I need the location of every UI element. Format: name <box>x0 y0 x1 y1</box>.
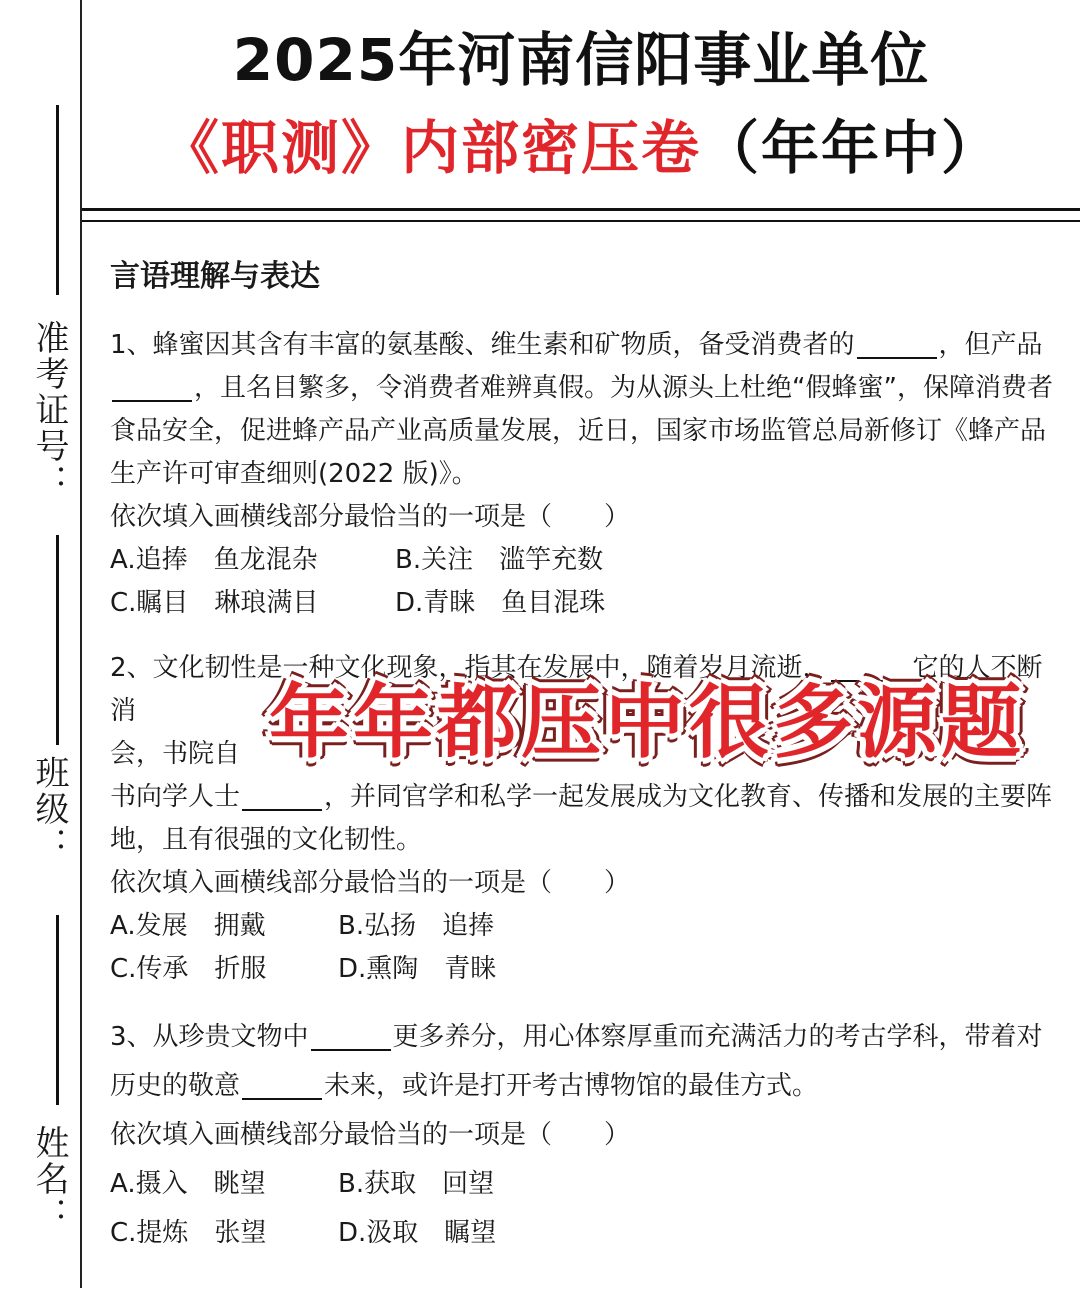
question-prompt: 依次填入画横线部分最恰当的一项是（ ） <box>110 868 631 898</box>
binding-margin-line <box>80 0 82 1288</box>
option-c: C.传承 折服 <box>110 954 267 984</box>
option-d: D.熏陶 青睐 <box>338 954 497 984</box>
question-3 <box>110 1013 1060 1258</box>
option-b: B.关注 滥竽充数 <box>395 545 604 575</box>
question-stem: 3、从珍贵文物中 更多养分，用心体察厚重而充满活力的考古学科，带着对历史的敬意 未来，或许是打开考古博物馆的最佳方式。 <box>110 1013 1060 1111</box>
promo-banner: 年年都压中很多源题 <box>269 676 1025 769</box>
question-prompt: 依次填入画横线部分最恰当的一项是（ ） <box>110 1120 631 1150</box>
options <box>110 905 1060 991</box>
header-rule-thick <box>82 208 1080 211</box>
exam-id-label: 准考证号： <box>29 320 69 500</box>
option-b: B.获取 回望 <box>338 1169 495 1199</box>
option-a: A.发展 拥戴 <box>110 911 266 941</box>
option-c: C.提炼 张望 <box>110 1218 267 1248</box>
page-title: 2025年河南信阳事业单位 <box>232 26 930 94</box>
class-underline <box>56 535 59 745</box>
header-rule-thin <box>82 220 1080 222</box>
option-a: A.追捧 鱼龙混杂 <box>110 545 318 575</box>
question-prompt: 依次填入画横线部分最恰当的一项是（ ） <box>110 502 631 532</box>
fill-blank <box>242 1068 322 1100</box>
options <box>110 539 1060 625</box>
name-underline <box>56 915 59 1105</box>
option-d: D.汲取 瞩望 <box>338 1218 497 1248</box>
option-a: A.摄入 眺望 <box>110 1169 266 1199</box>
fill-blank <box>857 327 937 359</box>
question-stem: 1、蜂蜜因其含有丰富的氨基酸、维生素和矿物质，备受消费者的 ，但产品，且名目繁多，令消费者难辨真假。为从源头上杜绝“假蜂蜜”，保障消费者食品安全，促进蜂产品产业高质量发展，近日，国家市场监管总局新修订《蜂产品生产许可审查细则(2022 版)》。 <box>110 324 1060 496</box>
question-stem: 2、文化韧性是一种文化现象，指其在发展中，随着岁月流逝， 它的人不断消 会，书院自 书向学人士 ，并同官学和私学一起发展成为文化教育、传播和发展的主要阵地，且有很强的文化韧性。 <box>110 647 1060 862</box>
class-label: 班级： <box>29 755 69 863</box>
page-subtitle <box>82 104 1080 192</box>
option-c: C.瞩目 琳琅满目 <box>110 588 319 618</box>
option-d: D.青睐 鱼目混珠 <box>395 588 606 618</box>
subtitle-red-part: 《职测》内部密压卷 <box>160 114 701 182</box>
exam-id-underline <box>56 105 59 295</box>
subtitle-black-part: （年年中） <box>701 114 1002 182</box>
name-label: 姓名： <box>29 1125 69 1233</box>
question-1 <box>110 324 1060 625</box>
fill-blank <box>311 1019 391 1051</box>
options <box>110 1160 1060 1258</box>
fill-blank <box>242 779 322 811</box>
fill-blank <box>112 370 192 402</box>
section-heading: 言语理解与表达 <box>110 259 320 294</box>
option-b: B.弘扬 追捧 <box>338 911 495 941</box>
